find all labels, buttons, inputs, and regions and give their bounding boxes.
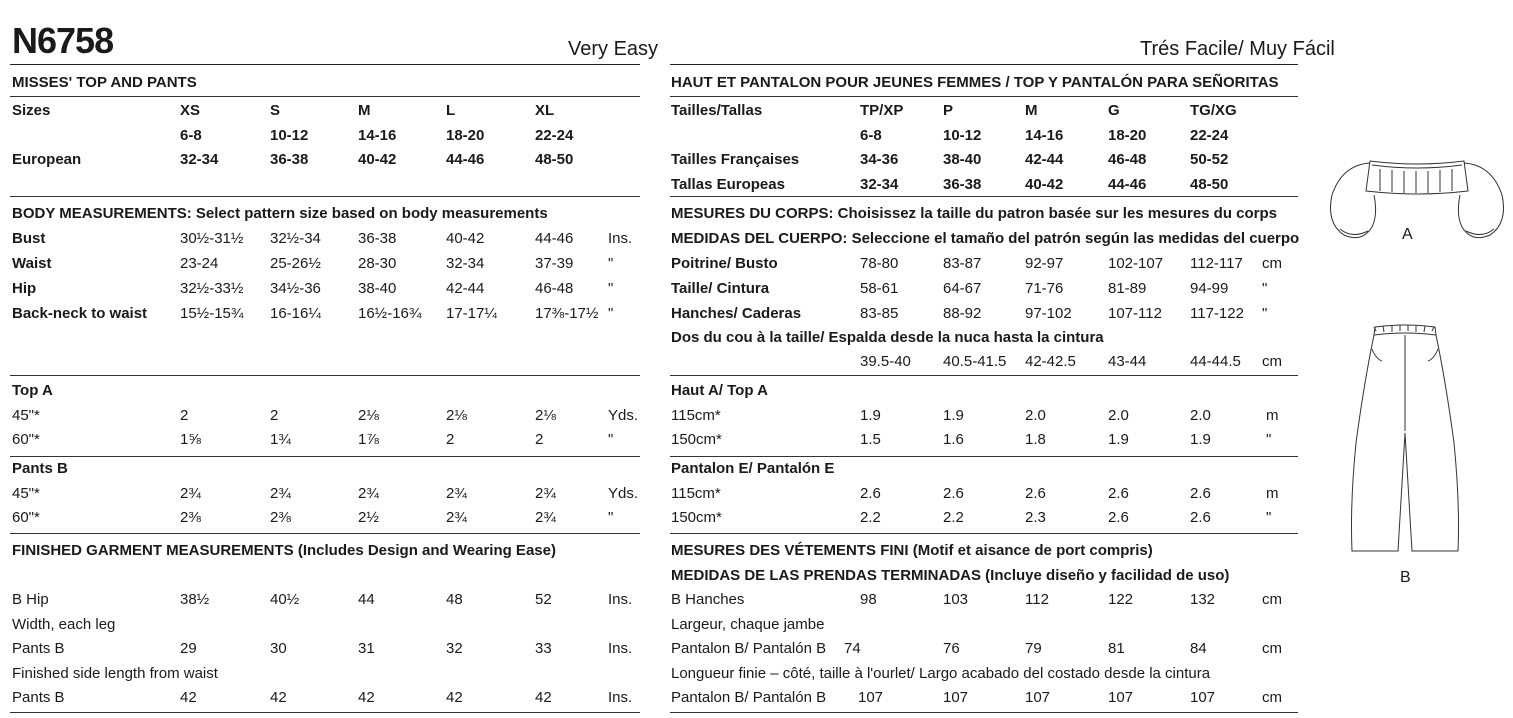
row-label: Dos du cou à la taille/ Espalda desde la nuca hasta la cintura bbox=[671, 329, 1104, 346]
difficulty-en: Very Easy bbox=[568, 38, 659, 60]
unit: cm bbox=[1262, 689, 1282, 706]
measurement: 117-122 bbox=[1190, 305, 1244, 322]
row-label: 150cm* bbox=[671, 509, 722, 526]
meterage: 2.2 bbox=[860, 509, 881, 526]
section-title: Pants B bbox=[12, 460, 68, 477]
measurement: 107 bbox=[858, 689, 884, 706]
illustration-label-b: B bbox=[1400, 569, 1411, 586]
meterage: 2.0 bbox=[1025, 407, 1046, 424]
meterage: 2.6 bbox=[1190, 485, 1211, 502]
measurement: 42 bbox=[358, 689, 375, 706]
measurement: 58-61 bbox=[860, 280, 899, 297]
measurement: 17-17¼ bbox=[446, 305, 497, 322]
row-label: 60"* bbox=[12, 431, 40, 448]
measurement: 107 bbox=[943, 689, 969, 706]
divider bbox=[670, 456, 1298, 457]
measurement: 92-97 bbox=[1025, 255, 1064, 272]
row-label: 45"* bbox=[12, 407, 40, 424]
european-size: 48-50 bbox=[535, 151, 574, 168]
measurement: 33 bbox=[535, 640, 552, 657]
size-number: 10-12 bbox=[270, 127, 309, 144]
measurement: 107 bbox=[1108, 689, 1134, 706]
meterage: 1.9 bbox=[1108, 431, 1129, 448]
measurement: 32 bbox=[446, 640, 463, 657]
row-label: Taille/ Cintura bbox=[671, 280, 770, 297]
european-size: 36-38 bbox=[270, 151, 309, 168]
meterage: 1.9 bbox=[1190, 431, 1211, 448]
yardage: 2¾ bbox=[535, 509, 556, 526]
divider bbox=[10, 456, 640, 457]
divider bbox=[670, 533, 1298, 534]
row-label: Sizes bbox=[12, 102, 51, 119]
yardage: 1⅞ bbox=[358, 431, 379, 448]
european-size: 44-46 bbox=[446, 151, 485, 168]
french-size: 50-52 bbox=[1190, 151, 1229, 168]
measurement: 107 bbox=[1025, 689, 1051, 706]
row-label: 150cm* bbox=[671, 431, 722, 448]
measurement: 31 bbox=[358, 640, 375, 657]
unit: m bbox=[1266, 485, 1279, 502]
measurement: 42-42.5 bbox=[1025, 353, 1076, 370]
measurement: 23-24 bbox=[180, 255, 219, 272]
measurement: 42 bbox=[270, 689, 287, 706]
measurement: 102-107 bbox=[1108, 255, 1164, 272]
size-header: P bbox=[943, 102, 954, 119]
measurement: 42 bbox=[180, 689, 197, 706]
european-size: 36-38 bbox=[943, 176, 982, 193]
unit: Ins. bbox=[608, 591, 633, 608]
unit: " bbox=[1266, 509, 1272, 526]
row-label: B Hanches bbox=[671, 591, 745, 608]
measurement: 32½-34 bbox=[270, 230, 321, 247]
row-label: Bust bbox=[12, 230, 46, 247]
row-label: Hip bbox=[12, 280, 37, 297]
size-number: 6-8 bbox=[180, 127, 202, 144]
measurement: 64-67 bbox=[943, 280, 982, 297]
yardage: 2⅛ bbox=[446, 407, 467, 424]
top-a-illustration bbox=[1322, 155, 1512, 245]
unit: Ins. bbox=[608, 689, 633, 706]
meterage: 1.9 bbox=[860, 407, 881, 424]
yardage: 2¾ bbox=[270, 485, 291, 502]
measurement: 132 bbox=[1190, 591, 1216, 608]
measurement: 112-117 bbox=[1190, 255, 1243, 272]
french-size: 34-36 bbox=[860, 151, 899, 168]
section-title: Haut A/ Top A bbox=[671, 382, 768, 399]
measurement: 107 bbox=[1190, 689, 1216, 706]
measurement: 16-16¼ bbox=[270, 305, 321, 322]
meterage: 1.6 bbox=[943, 431, 964, 448]
european-size: 40-42 bbox=[358, 151, 397, 168]
unit: " bbox=[1266, 431, 1272, 448]
meterage: 1.8 bbox=[1025, 431, 1046, 448]
yardage: 2¾ bbox=[358, 485, 379, 502]
measurement: 71-76 bbox=[1025, 280, 1064, 297]
unit: " bbox=[608, 305, 614, 322]
row-label: 60"* bbox=[12, 509, 40, 526]
measurement: 76 bbox=[943, 640, 960, 657]
measurement: 84 bbox=[1190, 640, 1207, 657]
measurement: 29 bbox=[180, 640, 197, 657]
divider bbox=[10, 64, 640, 65]
measurement: 46-48 bbox=[535, 280, 574, 297]
yardage: 2¾ bbox=[446, 509, 467, 526]
meterage: 1.5 bbox=[860, 431, 881, 448]
meterage: 2.6 bbox=[860, 485, 881, 502]
section-title: MESURES DES VÉTEMENTS FINI (Motif et aisance de port compris) bbox=[671, 542, 1153, 559]
illustration-label-a: A bbox=[1402, 226, 1413, 243]
yardage: 2¾ bbox=[180, 485, 201, 502]
measurement: 43-44 bbox=[1108, 353, 1147, 370]
row-label: Width, each leg bbox=[12, 616, 116, 633]
row-label: Pantalon B/ Pantalón B bbox=[671, 640, 827, 657]
measurement: 74 bbox=[844, 640, 861, 657]
yardage: 1⅝ bbox=[180, 431, 201, 448]
measurement: 25-26½ bbox=[270, 255, 321, 272]
measurement: 48 bbox=[446, 591, 463, 608]
yardage: 2 bbox=[446, 431, 455, 448]
meterage: 2.0 bbox=[1108, 407, 1129, 424]
measurement: 103 bbox=[943, 591, 969, 608]
measurement: 42 bbox=[446, 689, 463, 706]
measurement: 36-38 bbox=[358, 230, 397, 247]
yardage: 2⅜ bbox=[180, 509, 201, 526]
row-label: Back-neck to waist bbox=[12, 305, 148, 322]
measurement: 112 bbox=[1025, 591, 1049, 608]
measurement: 81-89 bbox=[1108, 280, 1147, 297]
row-label: Tailles Françaises bbox=[671, 151, 800, 168]
unit: cm bbox=[1262, 353, 1282, 370]
meterage: 1.9 bbox=[943, 407, 964, 424]
size-number: 22-24 bbox=[535, 127, 574, 144]
size-header: M bbox=[1025, 102, 1038, 119]
european-size: 32-34 bbox=[860, 176, 899, 193]
measurement: 16½-16¾ bbox=[358, 305, 422, 322]
row-label: 45"* bbox=[12, 485, 40, 502]
yardage: 2⅛ bbox=[535, 407, 556, 424]
meterage: 2.3 bbox=[1025, 509, 1046, 526]
measurement: 30½-31½ bbox=[180, 230, 244, 247]
measurement: 44 bbox=[358, 591, 375, 608]
section-title: MESURES DU CORPS: Choisissez la taille du patron basée sur les mesures du corps bbox=[671, 205, 1278, 222]
yardage: 2 bbox=[180, 407, 189, 424]
measurement: 15½-15¾ bbox=[180, 305, 244, 322]
divider bbox=[10, 533, 640, 534]
size-number: 22-24 bbox=[1190, 127, 1229, 144]
european-size: 44-46 bbox=[1108, 176, 1147, 193]
french-size: 38-40 bbox=[943, 151, 982, 168]
yardage: 1¾ bbox=[270, 431, 291, 448]
yardage: 2 bbox=[270, 407, 279, 424]
unit: " bbox=[1262, 280, 1268, 297]
french-size: 42-44 bbox=[1025, 151, 1064, 168]
row-label: Tailles/Tallas bbox=[671, 102, 763, 119]
measurement: 32-34 bbox=[446, 255, 485, 272]
section-title: Pantalon E/ Pantalón E bbox=[671, 460, 835, 477]
size-header: TP/XP bbox=[860, 102, 904, 119]
unit: Yds. bbox=[608, 407, 639, 424]
yardage: 2¾ bbox=[535, 485, 556, 502]
meterage: 2.6 bbox=[1108, 509, 1129, 526]
meterage: 2.6 bbox=[1025, 485, 1046, 502]
measurement: 94-99 bbox=[1190, 280, 1229, 297]
row-label: Pantalon B/ Pantalón B bbox=[671, 689, 827, 706]
yardage: 2⅜ bbox=[270, 509, 291, 526]
row-label: 115cm* bbox=[671, 485, 721, 502]
measurement: 122 bbox=[1108, 591, 1134, 608]
section-title: BODY MEASUREMENTS: Select pattern size based on body measurements bbox=[12, 205, 548, 222]
measurement: 34½-36 bbox=[270, 280, 321, 297]
pattern-code: N6758 bbox=[12, 20, 114, 61]
measurement: 98 bbox=[860, 591, 877, 608]
measurement: 88-92 bbox=[943, 305, 982, 322]
meterage: 2.6 bbox=[1108, 485, 1129, 502]
european-size: 40-42 bbox=[1025, 176, 1064, 193]
row-label: European bbox=[12, 151, 82, 168]
yardage: 2 bbox=[535, 431, 544, 448]
measurement: 38-40 bbox=[358, 280, 397, 297]
divider bbox=[10, 196, 640, 197]
unit: cm bbox=[1262, 640, 1282, 657]
measurement: 39.5-40 bbox=[860, 353, 911, 370]
measurement: 28-30 bbox=[358, 255, 397, 272]
unit: Yds. bbox=[608, 485, 639, 502]
measurement: 37-39 bbox=[535, 255, 574, 272]
measurement: 44-44.5 bbox=[1190, 353, 1241, 370]
unit: " bbox=[1262, 305, 1268, 322]
unit: " bbox=[608, 255, 614, 272]
row-label: Longueur finie – côté, taille à l'ourlet/ Largo acabado del costado desde la cintura bbox=[671, 665, 1211, 682]
section-title: Top A bbox=[12, 382, 53, 399]
measurement: 42-44 bbox=[446, 280, 485, 297]
measurement: 79 bbox=[1025, 640, 1042, 657]
pants-b-illustration bbox=[1350, 323, 1460, 563]
measurement: 40.5-41.5 bbox=[943, 353, 1007, 370]
size-header: XS bbox=[180, 102, 201, 119]
divider bbox=[670, 96, 1298, 97]
unit: " bbox=[608, 280, 614, 297]
row-label: Poitrine/ Busto bbox=[671, 255, 778, 272]
european-size: 32-34 bbox=[180, 151, 219, 168]
size-number: 6-8 bbox=[860, 127, 882, 144]
row-label: B Hip bbox=[12, 591, 49, 608]
size-header: M bbox=[358, 102, 371, 119]
size-number: 14-16 bbox=[1025, 127, 1064, 144]
french-size: 46-48 bbox=[1108, 151, 1147, 168]
divider bbox=[670, 196, 1298, 197]
unit: m bbox=[1266, 407, 1279, 424]
measurement: 38½ bbox=[180, 591, 210, 608]
divider bbox=[10, 96, 640, 97]
row-label: Finished side length from waist bbox=[12, 665, 218, 682]
size-number: 18-20 bbox=[1108, 127, 1147, 144]
row-label: Pants B bbox=[12, 640, 65, 657]
row-label: 115cm* bbox=[671, 407, 721, 424]
size-number: 14-16 bbox=[358, 127, 397, 144]
divider bbox=[670, 64, 1298, 65]
measurement: 78-80 bbox=[860, 255, 899, 272]
row-label: Tallas Europeas bbox=[671, 176, 785, 193]
section-title: MEDIDAS DEL CUERPO: Seleccione el tamaño del patrón según las medidas del cuerpo bbox=[671, 230, 1300, 247]
measurement: 40-42 bbox=[446, 230, 485, 247]
meterage: 2.6 bbox=[943, 485, 964, 502]
size-header: G bbox=[1108, 102, 1120, 119]
size-header: S bbox=[270, 102, 281, 119]
section-title: FINISHED GARMENT MEASUREMENTS (Includes Design and Wearing Ease) bbox=[12, 542, 556, 559]
size-number: 10-12 bbox=[943, 127, 982, 144]
measurement: 42 bbox=[535, 689, 552, 706]
divider bbox=[10, 375, 640, 376]
unit: Ins. bbox=[608, 640, 633, 657]
row-label: Largeur, chaque jambe bbox=[671, 616, 825, 633]
section-title: MEDIDAS DE LAS PRENDAS TERMINADAS (Incluye diseño y facilidad de uso) bbox=[671, 567, 1230, 584]
divider bbox=[670, 712, 1298, 713]
unit: " bbox=[608, 431, 614, 448]
meterage: 2.2 bbox=[943, 509, 964, 526]
measurement: 107-112 bbox=[1108, 305, 1162, 322]
unit: cm bbox=[1262, 255, 1282, 272]
row-label: Waist bbox=[12, 255, 52, 272]
row-label: Hanches/ Caderas bbox=[671, 305, 802, 322]
measurement: 30 bbox=[270, 640, 287, 657]
yardage: 2⅛ bbox=[358, 407, 379, 424]
yardage: 2¾ bbox=[446, 485, 467, 502]
size-header: TG/XG bbox=[1190, 102, 1237, 119]
size-header: XL bbox=[535, 102, 555, 119]
measurement: 32½-33½ bbox=[180, 280, 244, 297]
measurement: 83-85 bbox=[860, 305, 899, 322]
measurement: 44-46 bbox=[535, 230, 574, 247]
meterage: 2.6 bbox=[1190, 509, 1211, 526]
european-size: 48-50 bbox=[1190, 176, 1229, 193]
row-label: Pants B bbox=[12, 689, 65, 706]
measurement: 17⅜-17½ bbox=[535, 305, 599, 322]
section-title: HAUT ET PANTALON POUR JEUNES FEMMES / TOP Y PANTALÓN PARA SEÑORITAS bbox=[671, 74, 1279, 91]
measurement: 40½ bbox=[270, 591, 300, 608]
unit: " bbox=[608, 509, 614, 526]
size-number: 18-20 bbox=[446, 127, 485, 144]
difficulty-fr-es: Trés Facile/ Muy Fácil bbox=[1140, 38, 1335, 60]
measurement: 81 bbox=[1108, 640, 1125, 657]
unit: Ins. bbox=[608, 230, 633, 247]
divider bbox=[10, 712, 640, 713]
unit: cm bbox=[1262, 591, 1282, 608]
section-title: MISSES' TOP AND PANTS bbox=[12, 74, 197, 91]
size-header: L bbox=[446, 102, 456, 119]
divider bbox=[670, 375, 1298, 376]
yardage: 2½ bbox=[358, 509, 379, 526]
measurement: 83-87 bbox=[943, 255, 982, 272]
measurement: 97-102 bbox=[1025, 305, 1072, 322]
measurement: 52 bbox=[535, 591, 552, 608]
meterage: 2.0 bbox=[1190, 407, 1211, 424]
